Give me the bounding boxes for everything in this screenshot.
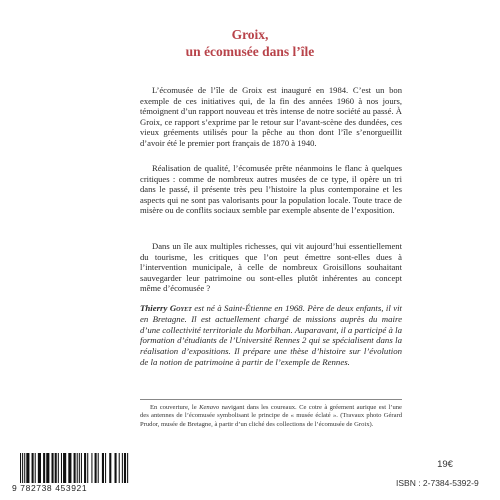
author-bio-text: est né à Saint-Étienne en 1968. Père de deux enfants, il vit en Bretagne. Il est actuellement chargé de missions auprès du maire d’une collectivité territoriale du Morbihan. Auparavant, il a participé à la formation d’étudiants de l’Université Rennes 2 qui se spécialisent dans la réalisation d’expositions. Il prépare une thèse d’histoire sur l’évolution de la notion de patrimoine à partir de l’exemple de Rennes. [140, 303, 402, 367]
barcode-bar [102, 453, 104, 483]
summary-paragraph-1: L’écomusée de l’île de Groix est inauguré en 1984. C’est un bon exemple de ces initiatives qui, de la fin des années 1960 à nos jours, témoignent d’un rapport nouveau et très intense de notre société au passé. À Groix, ce rapport s’exprime par le retour sur l’avant-scène des dundées, ces vieux gréements utilisés pour la pêche au thon dont l’île s’enorgueillit d’avoir été le premier port français de 1870 à 1940. [140, 85, 402, 148]
barcode-bar [32, 453, 34, 483]
barcode-bar [91, 453, 92, 483]
author-bio [140, 303, 402, 368]
price: 19€ [437, 459, 453, 470]
barcode-bar [46, 453, 49, 483]
cover-caption-boat-name: Kenavo [199, 404, 220, 411]
barcode-bar [79, 453, 80, 483]
barcode-bar [55, 453, 57, 483]
barcode-digits: 9 782738 453921 [12, 483, 88, 493]
title-line-1: Groix, [231, 27, 269, 42]
author-first-name: Thierry [140, 303, 168, 313]
barcode-bar [119, 453, 120, 483]
barcode-bar [26, 453, 29, 483]
barcode-bar [95, 453, 97, 483]
barcode-bar [38, 453, 41, 483]
barcode-bar [105, 453, 106, 483]
cover-caption [140, 404, 402, 429]
cover-caption-pre: En couverture, le [150, 404, 200, 411]
barcode-bar [61, 453, 62, 483]
barcode-bar [24, 453, 25, 483]
barcode-bar [22, 453, 23, 483]
barcode-bar [115, 453, 117, 483]
barcode-bar [84, 453, 86, 483]
title-line-2: un écomusée dans l’île [185, 44, 315, 59]
barcode-bar [35, 453, 36, 483]
barcode-bar [20, 453, 21, 483]
barcode-bar [77, 453, 78, 483]
barcode-bar [43, 453, 45, 483]
author-last-name: Goyet [169, 303, 192, 313]
barcode-bar [52, 453, 54, 483]
barcode-bar [98, 453, 99, 483]
barcode-bar [81, 453, 82, 483]
barcode-bar [63, 453, 66, 483]
cover-caption-post: navigant dans les coureaux. Ce cotre à gréement aurique est l’une des antennes de l’écomusée symbolisant le principe de « musée éclaté ». (Travaux photo Gérard Prudor, musée de Bretagne, à partir d’un cliché des collections de l’écomusée de Groix). [140, 404, 402, 428]
barcode-bar [122, 453, 123, 483]
barcode-bar [124, 453, 126, 483]
barcode-bar [74, 453, 76, 483]
summary-paragraph-2: Réalisation de qualité, l’écomusée prête néanmoins le flanc à quelques critiques : comme de nombreux autres musées de ce type, il opère un tri dans le passé, il présente très peu l’histoire la plus contemporaine et les aspects qui ne sont pas valorisants pour la population locale. Toute trace de misère ou de conflits sociaux semble par exemple absente de l’exposition. [140, 163, 402, 216]
barcode-bar [109, 453, 111, 483]
author-name [140, 303, 192, 313]
barcode-bar [127, 453, 128, 483]
barcode-bar [58, 453, 59, 483]
separator-rule [140, 399, 402, 400]
barcode-bar [68, 453, 71, 483]
summary-paragraph-3: Dans un île aux multiples richesses, qui vit aujourd’hui essentiellement du tourisme, les critiques que l’on peut émettre sont-elles dues à l’intervention municipale, à celle de nombreux Groisillons souhaitant sauvegarder leur patrimoine ou sont-elles plutôt inhérentes au concept même d’écomusée ? [140, 241, 402, 294]
isbn: ISBN : 2-7384-5392-9 [396, 478, 479, 488]
barcode-bars [12, 453, 172, 483]
barcode [12, 453, 172, 493]
barcode-bar [87, 453, 88, 483]
